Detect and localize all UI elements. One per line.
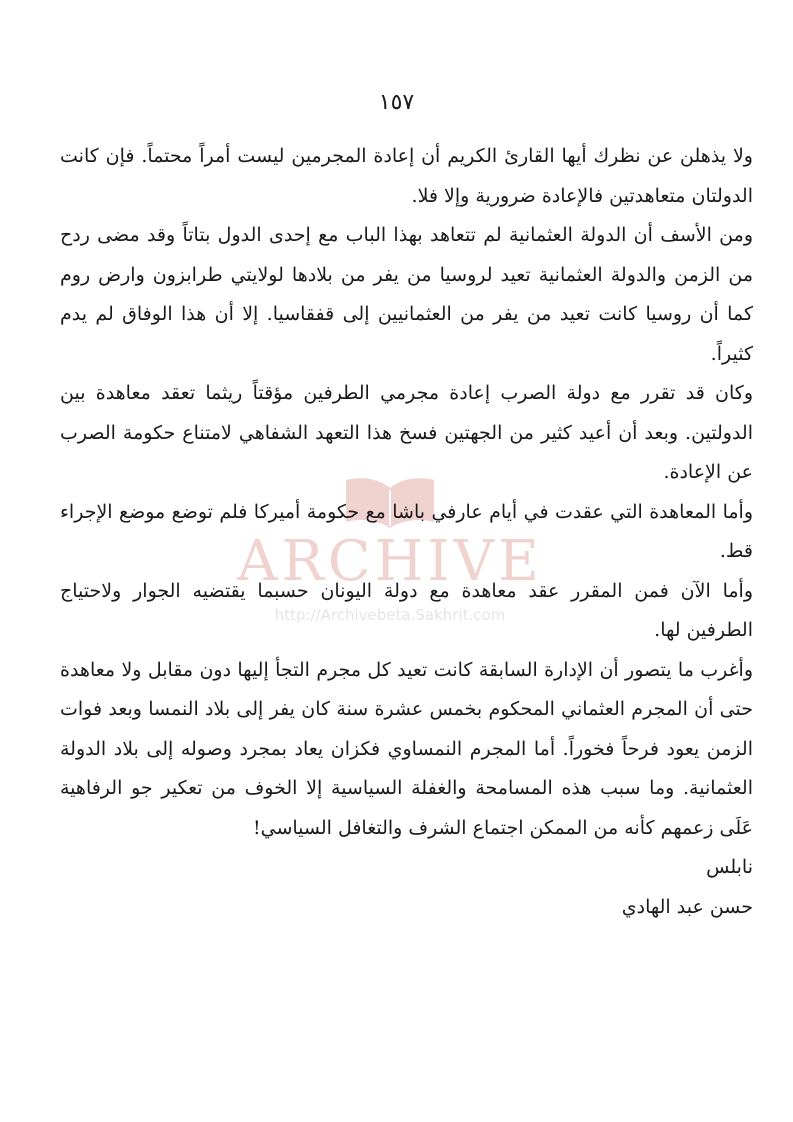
paragraph: وأما الآن فمن المقرر عقد معاهدة مع دولة اليونان حسبما يقتضيه الجوار ولاحتياج الطرفين لها. — [60, 579, 753, 641]
article-body — [60, 137, 753, 927]
paragraph: ومن الأسف أن الدولة العثمانية لم تتعاهد بهذا الباب مع إحدى الدول بتاتاً وقد مضى ردح من الزمن والدولة العثمانية تعيد لروسيا من يفر من بلادها لولايتي طرابزون وارض روم كما أن روسيا كانت تعيد من يفر من العثمانيين إلى قفقاسيا. إلا أن هذا الوفاق لم يدم كثيراً. — [60, 224, 753, 365]
author-signature: حسن عبد الهادي — [621, 895, 753, 918]
closing-place: نابلس — [706, 856, 753, 878]
paragraph: وأغرب ما يتصور أن الإدارة السابقة كانت تعيد كل مجرم التجأ إليها دون مقابل ولا معاهدة حتى أن المجرم العثماني المحكوم بخمس عشرة سنة كان يفر إلى بلاد النمسا وبعد فوات الزمن يعود فرحاً فخوراً. أما المجرم النمساوي فكزان يعاد بمجرد وصوله إلى بلاد الدولة العثمانية. وما سبب هذه المسامحة والغفلة السياسية إلا الخوف من تعكير جو الرفاهية عَلَى زعمهم كأنه من الممكن اجتماع الشرف والتغافل السياسي! — [60, 658, 753, 839]
paragraph: ولا يذهلن عن نظرك أيها القارئ الكريم أن إعادة المجرمين ليست أمراً محتماً. فإن كانت الدولتان متعاهدتين فالإعادة ضرورية وإلا فلا. — [60, 145, 753, 207]
watermark-url: http://Archivebeta.Sakhrit.com — [274, 606, 506, 624]
paragraph: وأما المعاهدة التي عقدت في أيام عارفي باشا مع حكومة أميركا فلم توضع موضع الإجراء قط. — [60, 500, 753, 562]
watermark-word: ARCHIVE — [237, 529, 543, 594]
paragraph: وكان قد تقرر مع دولة الصرب إعادة مجرمي الطرفين مؤقتاً ريثما تعقد معاهدة بين الدولتين. وبعد أن أعيد كثير من الجهتين فسخ هذا التعهد الشفاهي لامتناع حكومة الصرب عن الإعادة. — [60, 382, 753, 483]
page-number: ١٥٧ — [378, 90, 415, 115]
